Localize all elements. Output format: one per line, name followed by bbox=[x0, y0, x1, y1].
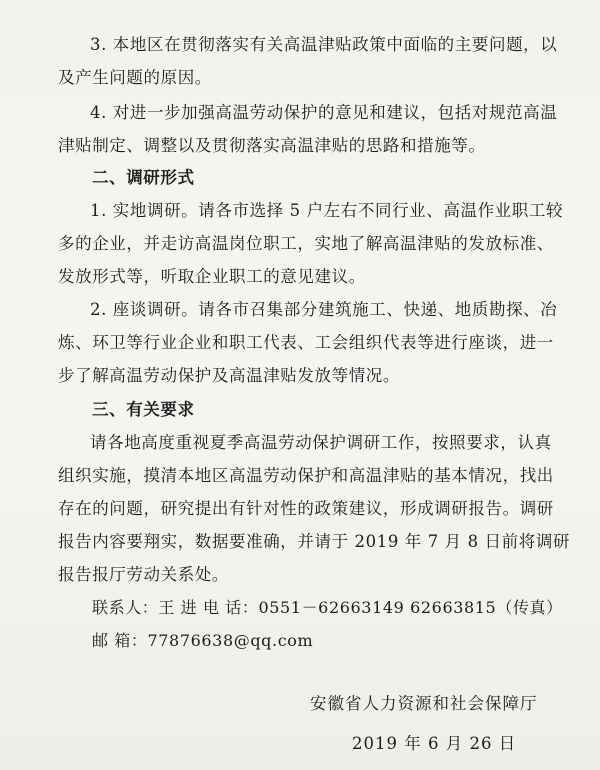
s2-item1-line2: 多的企业，并走访高温岗位职工，实地了解高温津贴的发放标准、 bbox=[58, 234, 554, 253]
signature-org: 安徽省人力资源和社会保障厅 bbox=[310, 694, 538, 713]
s3-para-line3: 存在的问题，研究提出有针对性的政策建议，形成调研报告。调研 bbox=[58, 499, 554, 518]
s2-item1-line1: 1. 实地调研。请各市选择 5 户左右不同行业、高温作业职工较 bbox=[90, 201, 564, 220]
item4-line2: 津贴制定、调整以及贯彻落实高温津贴的思路和措施等。 bbox=[58, 136, 486, 155]
section3-heading: 三、有关要求 bbox=[92, 400, 195, 419]
contact-line: 联系人：王 进 电 话：0551－62663149 62663815（传真） bbox=[92, 598, 563, 617]
email-line: 邮 箱：77876638@qq.com bbox=[92, 631, 314, 650]
item4-line1: 4. 对进一步加强高温劳动保护的意见和建议，包括对规范高温 bbox=[90, 103, 558, 122]
s3-para-line5: 报告报厅劳动关系处。 bbox=[58, 565, 229, 584]
item3-line1: 3. 本地区在贯彻落实有关高温津贴政策中面临的主要问题，以 bbox=[90, 35, 558, 54]
s2-item1-line3: 发放形式等，听取企业职工的意见建议。 bbox=[58, 267, 366, 286]
section2-heading: 二、调研形式 bbox=[92, 168, 195, 187]
s3-para-line1: 请各地高度重视夏季高温劳动保护调研工作，按照要求，认真 bbox=[90, 433, 552, 452]
s3-para-line2: 组织实施，摸清本地区高温劳动保护和高温津贴的基本情况，找出 bbox=[58, 466, 554, 485]
s2-item2-line1: 2. 座谈调研。请各市召集部分建筑施工、快递、地质勘探、冶 bbox=[90, 300, 558, 319]
s2-item2-line2: 炼、环卫等行业企业和职工代表、工会组织代表等进行座谈，进一 bbox=[58, 333, 554, 352]
signature-date: 2019 年 6 月 26 日 bbox=[352, 734, 517, 753]
item3-line2: 及产生问题的原因。 bbox=[58, 68, 212, 87]
s2-item2-line3: 步了解高温劳动保护及高温津贴发放等情况。 bbox=[58, 366, 400, 385]
s3-para-line4: 报告内容要翔实，数据要准确，并请于 2019 年 7 月 8 日前将调研 bbox=[58, 532, 571, 551]
